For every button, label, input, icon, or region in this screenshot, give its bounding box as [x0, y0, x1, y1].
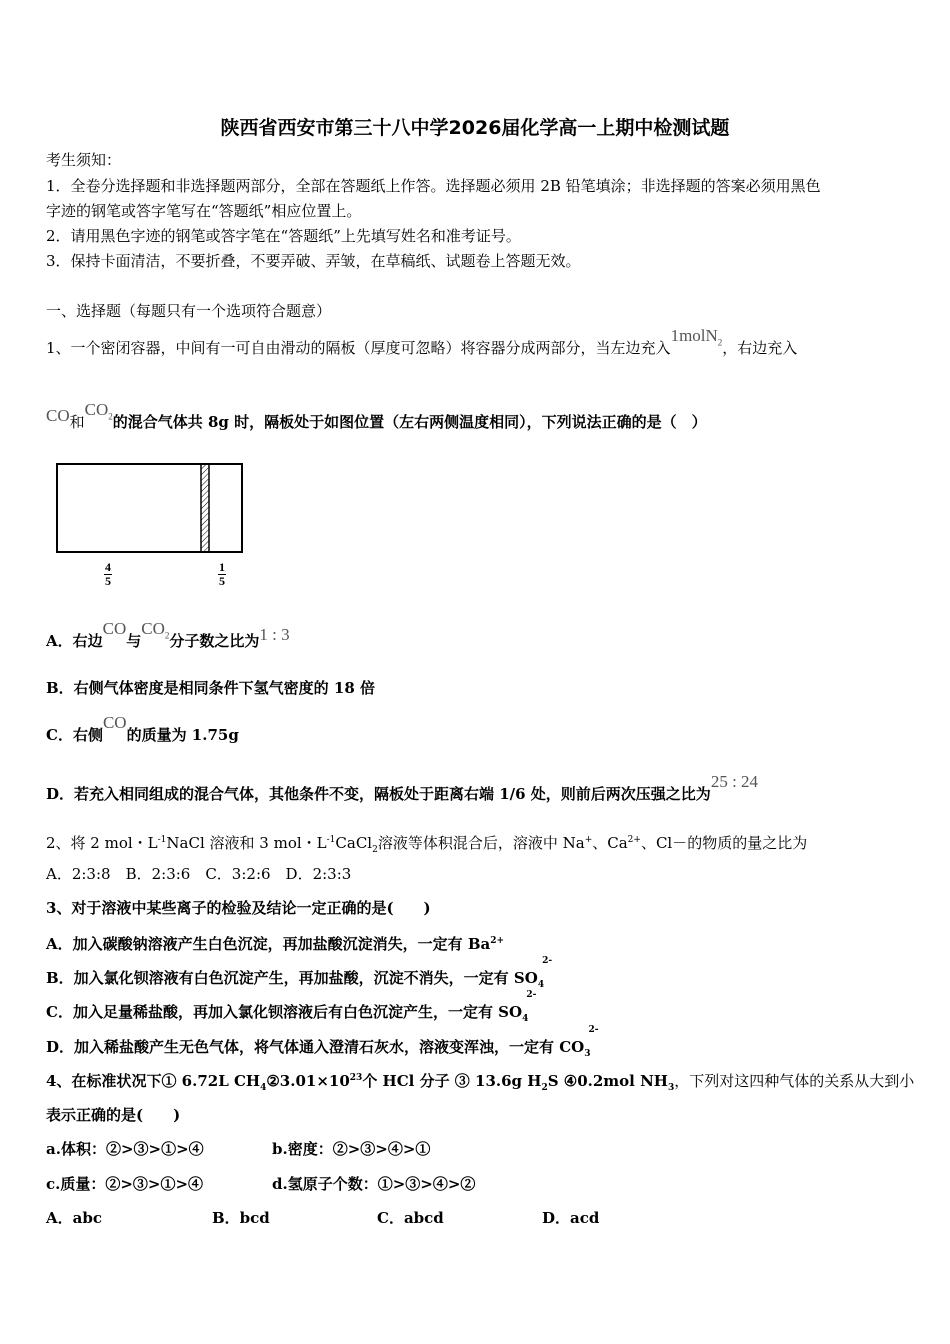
- q2-text-f: 、Cl: [640, 834, 673, 852]
- q1-stem-line-2: [46, 400, 707, 438]
- q3-c-text: C．加入足量稀盐酸，再加入氯化钡溶液后有白色沉淀产生，一定有 SO: [46, 1003, 523, 1021]
- q4-statement-b: b.密度：②>③>④>①: [272, 1140, 431, 1158]
- formula-text: CO: [84, 400, 109, 419]
- q2-text-d: 溶液等体积混合后，溶液中 Na: [377, 834, 585, 852]
- q3-option-a: [46, 931, 504, 954]
- q4-statement-d: d.氢原子个数：①>③>④>②: [272, 1175, 476, 1193]
- q1-option-d: [46, 772, 759, 804]
- superscript: +: [584, 835, 593, 845]
- q2-text-g: 的物质的量之比为: [687, 834, 808, 852]
- q1-text-2: ，右边充入: [722, 339, 798, 357]
- formula-co2: [141, 619, 170, 641]
- q1-a-text-1: A．右边: [46, 632, 103, 650]
- q1-d-text: D．若充入相同组成的混合气体，其他条件不变，隔板处于距离右端 1/6 处，则前后两次压强之比为: [46, 785, 711, 803]
- fraction-right-denominator: 5: [219, 574, 225, 588]
- q1-a-text-2: 与: [126, 632, 142, 650]
- q1-a-text-3: 分子数之比为: [169, 632, 260, 650]
- subscript: 4: [537, 980, 545, 990]
- formula-co: CO: [102, 713, 127, 732]
- q4-text-1: 4、在标准状况下① 6.72L CH: [46, 1072, 261, 1090]
- q4-option-c: C．abcd: [377, 1209, 444, 1227]
- container-outline: [57, 464, 242, 552]
- q3-b-text: B．加入氯化钡溶液有白色沉淀产生，再加盐酸，沉淀不消失，一定有 SO: [46, 969, 538, 987]
- superscript: 2-: [526, 990, 537, 1000]
- q1-text-3: 的混合气体共 8g 时，隔板处于如图位置（左右两侧温度相同），下列说法正确的是（ ）: [112, 413, 707, 431]
- formula-co: CO: [46, 406, 70, 425]
- superscript: 2+: [627, 835, 641, 845]
- q1-option-c: [46, 713, 239, 745]
- sliding-partition: [201, 464, 209, 552]
- q2-text-c: CaCl: [335, 834, 373, 852]
- subscript: 4: [260, 1083, 267, 1093]
- section-heading: 一、选择题（每题只有一个选项符合题意）: [46, 302, 332, 320]
- q1-option-a: [46, 619, 290, 657]
- q3-stem: 3、对于溶液中某些离子的检验及结论一定正确的是( ): [46, 899, 431, 917]
- subscript: 3: [584, 1049, 591, 1059]
- q1-text-1: 1、一个密闭容器，中间有一可自由滑动的隔板（厚度可忽略）将容器分成两部分，当左边充入: [46, 339, 671, 357]
- q2-text-a: 2、将 2 mol・L: [46, 834, 158, 852]
- formula-text: 1molN: [670, 326, 718, 345]
- q1-c-text-2: 的质量为 1.75g: [126, 726, 239, 744]
- q4-statement-a: a.体积：②>③>①>④: [46, 1140, 204, 1158]
- fraction-left-denominator: 5: [105, 574, 111, 588]
- q2-stem: [46, 830, 807, 860]
- fraction-left-numerator: 4: [105, 560, 111, 574]
- formula-text: CO: [141, 619, 165, 638]
- notice-line-3: 2．请用黑色字迹的钢笔或答字笔在“答题纸”上先填写姓名和准考证号。: [46, 227, 521, 245]
- q3-option-d: [46, 1025, 601, 1064]
- q2-text-e: 、Ca: [592, 834, 628, 852]
- notice-line-1: 1．全卷分选择题和非选择题两部分，全部在答题纸上作答。选择题必须用 2B 铅笔填涂；非选择题的答案必须用黑色: [46, 177, 821, 195]
- q4-text-2: ②3.01×10: [266, 1072, 350, 1090]
- fraction-left: [104, 561, 112, 588]
- subscript: 2: [541, 1083, 548, 1093]
- q4-stem-line-2: 表示正确的是( ): [46, 1106, 181, 1124]
- q2-text-b: NaCl 溶液和 3 mol・L: [166, 834, 327, 852]
- minus-sign: －: [672, 834, 688, 852]
- q3-a-text: A．加入碳酸钠溶液产生白色沉淀，再加盐酸沉淀消失，一定有 Ba: [46, 935, 491, 953]
- q4-option-a: A．abc: [46, 1209, 102, 1227]
- fraction-right-numerator: 1: [219, 560, 225, 574]
- q3-option-b: [46, 956, 554, 995]
- q4-option-b: B．bcd: [212, 1209, 270, 1227]
- subscript: 2: [372, 845, 378, 855]
- q4-text-4: S ④0.2mol NH: [547, 1072, 668, 1090]
- q3-option-c: [46, 990, 538, 1029]
- fraction-right: [218, 561, 226, 588]
- q2-options: A．2:3:8 B．2:3:6 C．3:2:6 D．2:3:3: [46, 865, 352, 883]
- q1-c-text-1: C．右侧: [46, 726, 103, 744]
- q4-option-d: D．acd: [542, 1209, 600, 1227]
- notice-line-4: 3．保持卡面清洁，不要折叠，不要弄破、弄皱，在草稿纸、试题卷上答题无效。: [46, 252, 581, 270]
- page-title: 陕西省西安市第三十八中学2026届化学高一上期中检测试题: [220, 117, 730, 139]
- formula-co2: [84, 400, 113, 422]
- subscript: 3: [667, 1083, 675, 1093]
- q1-and: 和: [69, 413, 85, 431]
- q4-text-3: 个 HCl 分子 ③ 13.6g H: [362, 1072, 542, 1090]
- formula-sub: 2: [164, 630, 170, 641]
- notice-line-2: 字迹的钢笔或答字笔写在“答题纸”相应位置上。: [46, 202, 362, 220]
- superscript: 23: [349, 1073, 363, 1083]
- q1-option-b: B．右侧气体密度是相同条件下氢气密度的 18 倍: [46, 679, 375, 697]
- superscript: -1: [326, 835, 336, 845]
- q1-stem-line-1: [46, 326, 798, 364]
- superscript: 2+: [490, 936, 505, 946]
- notice-heading: 考生须知：: [46, 151, 122, 169]
- formula-1mol-n2: [670, 326, 723, 348]
- superscript: 2-: [542, 956, 553, 966]
- formula-sub: 2: [717, 337, 723, 348]
- subscript: 4: [522, 1014, 529, 1024]
- formula-co: CO: [102, 619, 127, 638]
- ratio-1-3: 1 : 3: [259, 625, 290, 644]
- q4-stem-line-1: [46, 1068, 914, 1098]
- q3-d-text: D．加入稀盐酸产生无色气体，将气体通入澄清石灰水，溶液变浑浊，一定有 CO: [46, 1038, 585, 1056]
- superscript: 2-: [588, 1025, 599, 1035]
- ratio-25-24: 25 : 24: [710, 772, 759, 791]
- q4-statement-c: c.质量：②>③>①>④: [46, 1175, 204, 1193]
- q4-text-5: ，下列对这四种气体的关系从大到小: [674, 1072, 915, 1090]
- formula-sub: 2: [108, 411, 113, 422]
- superscript: -1: [157, 835, 167, 845]
